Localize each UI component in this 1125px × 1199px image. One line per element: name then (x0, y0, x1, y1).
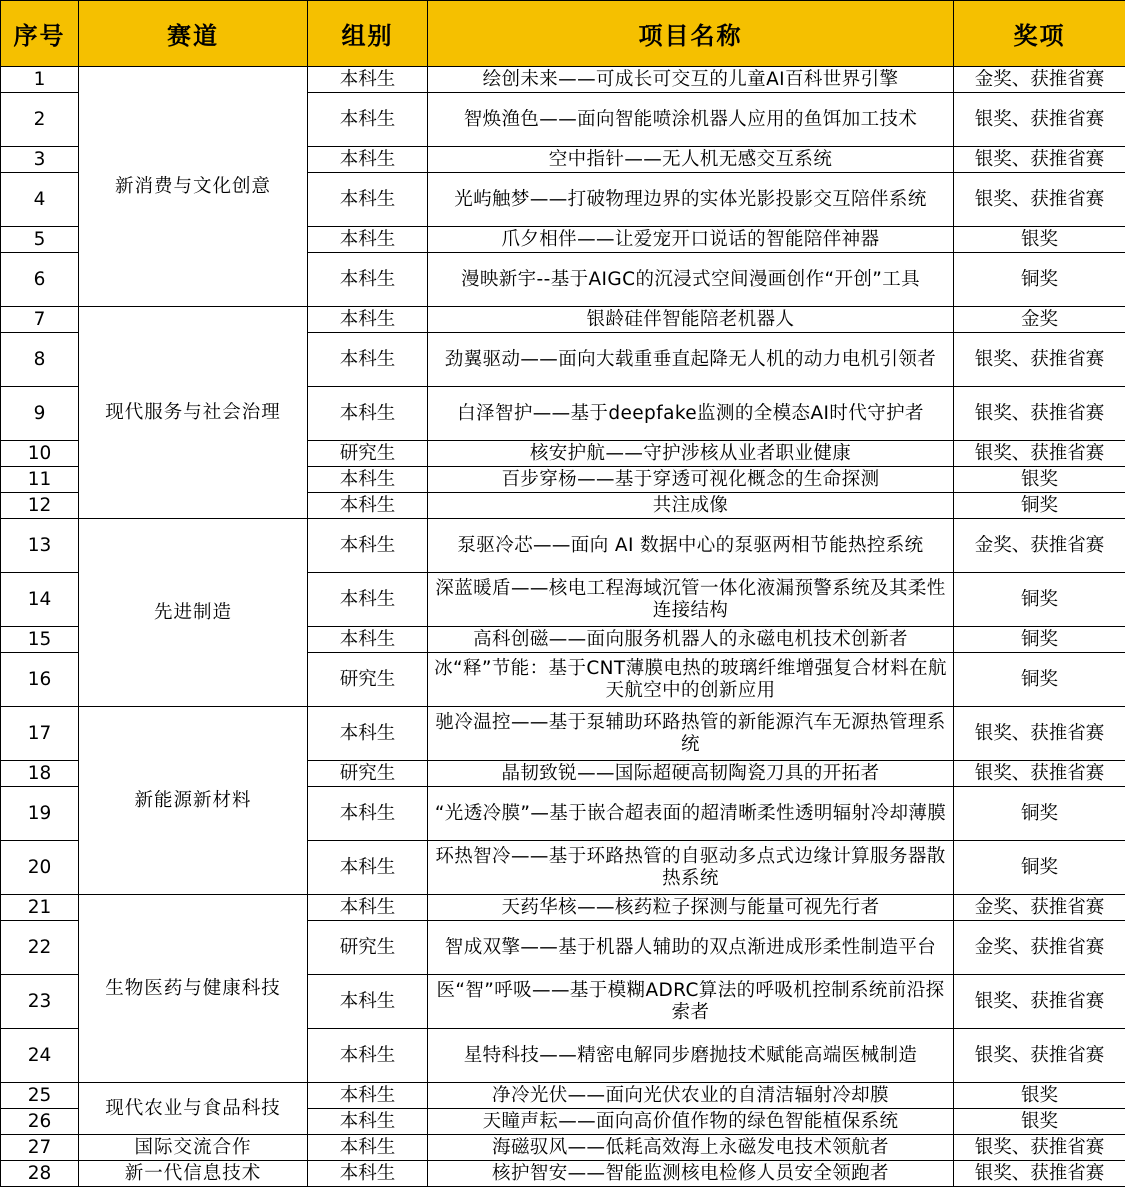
cell-index: 27 (1, 1135, 79, 1161)
cell-index: 2 (1, 93, 79, 147)
cell-award: 铜奖 (954, 627, 1125, 653)
cell-award: 金奖、获推省赛 (954, 921, 1125, 975)
cell-award: 银奖、获推省赛 (954, 173, 1125, 227)
cell-index: 5 (1, 227, 79, 253)
cell-award: 银奖、获推省赛 (954, 1029, 1125, 1083)
cell-index: 14 (1, 573, 79, 627)
cell-group: 本科生 (308, 707, 428, 761)
cell-project: 白泽智护——基于deepfake监测的全模态AI时代守护者 (428, 387, 954, 441)
cell-project: 天药华核——核药粒子探测与能量可视先行者 (428, 895, 954, 921)
cell-award: 银奖、获推省赛 (954, 93, 1125, 147)
cell-group: 本科生 (308, 627, 428, 653)
cell-award: 银奖 (954, 1109, 1125, 1135)
cell-project: 天瞳声耘——面向高价值作物的绿色智能植保系统 (428, 1109, 954, 1135)
table-header-row (1, 1, 1125, 67)
cell-group: 本科生 (308, 147, 428, 173)
cell-index: 11 (1, 467, 79, 493)
cell-project: 共注成像 (428, 493, 954, 519)
cell-group: 本科生 (308, 1083, 428, 1109)
cell-track: 新一代信息技术 (79, 1161, 308, 1187)
cell-project: 驰冷温控——基于泵辅助环路热管的新能源汽车无源热管理系统 (428, 707, 954, 761)
cell-project: 光屿触梦——打破物理边界的实体光影投影交互陪伴系统 (428, 173, 954, 227)
cell-index: 6 (1, 253, 79, 307)
cell-project: 深蓝暖盾——核电工程海域沉管一体化液漏预警系统及其柔性连接结构 (428, 573, 954, 627)
cell-award: 金奖 (954, 307, 1125, 333)
cell-index: 7 (1, 307, 79, 333)
cell-index: 3 (1, 147, 79, 173)
cell-project: 环热智冷——基于环路热管的自驱动多点式边缘计算服务器散热系统 (428, 841, 954, 895)
cell-award: 铜奖 (954, 841, 1125, 895)
table-row (1, 307, 1125, 333)
cell-project: 净冷光伏——面向光伏农业的自清洁辐射冷却膜 (428, 1083, 954, 1109)
cell-track: 国际交流合作 (79, 1135, 308, 1161)
cell-group: 本科生 (308, 173, 428, 227)
cell-group: 研究生 (308, 921, 428, 975)
cell-group: 本科生 (308, 787, 428, 841)
cell-group: 研究生 (308, 761, 428, 787)
cell-index: 28 (1, 1161, 79, 1187)
cell-index: 22 (1, 921, 79, 975)
cell-project: 劲翼驱动——面向大载重垂直起降无人机的动力电机引领者 (428, 333, 954, 387)
cell-track: 生物医药与健康科技 (79, 895, 308, 1083)
table-row (1, 1161, 1125, 1187)
cell-award: 铜奖 (954, 653, 1125, 707)
table-row (1, 895, 1125, 921)
cell-award: 铜奖 (954, 253, 1125, 307)
cell-award: 银奖、获推省赛 (954, 387, 1125, 441)
cell-award: 银奖、获推省赛 (954, 761, 1125, 787)
cell-project: 智焕渔色——面向智能喷涂机器人应用的鱼饵加工技术 (428, 93, 954, 147)
header-project-name: 项目名称 (428, 1, 954, 67)
cell-award: 银奖、获推省赛 (954, 1135, 1125, 1161)
cell-index: 25 (1, 1083, 79, 1109)
cell-track: 新消费与文化创意 (79, 67, 308, 307)
cell-group: 本科生 (308, 253, 428, 307)
cell-group: 本科生 (308, 467, 428, 493)
cell-project: 百步穿杨——基于穿透可视化概念的生命探测 (428, 467, 954, 493)
cell-project: 核护智安——智能监测核电检修人员安全领跑者 (428, 1161, 954, 1187)
cell-project: 医“智”呼吸——基于模糊ADRC算法的呼吸机控制系统前沿探索者 (428, 975, 954, 1029)
cell-project: 智成双擎——基于机器人辅助的双点渐进成形柔性制造平台 (428, 921, 954, 975)
cell-group: 本科生 (308, 387, 428, 441)
cell-index: 21 (1, 895, 79, 921)
cell-index: 15 (1, 627, 79, 653)
cell-award: 银奖、获推省赛 (954, 147, 1125, 173)
cell-award: 银奖 (954, 467, 1125, 493)
cell-group: 本科生 (308, 895, 428, 921)
cell-index: 1 (1, 67, 79, 93)
cell-index: 18 (1, 761, 79, 787)
cell-track: 新能源新材料 (79, 707, 308, 895)
cell-index: 24 (1, 1029, 79, 1083)
cell-index: 12 (1, 493, 79, 519)
cell-award: 银奖、获推省赛 (954, 1161, 1125, 1187)
cell-index: 10 (1, 441, 79, 467)
cell-index: 9 (1, 387, 79, 441)
cell-group: 本科生 (308, 841, 428, 895)
table-row (1, 1135, 1125, 1161)
cell-track: 现代农业与食品科技 (79, 1083, 308, 1135)
cell-group: 研究生 (308, 441, 428, 467)
cell-group: 本科生 (308, 333, 428, 387)
cell-index: 26 (1, 1109, 79, 1135)
cell-group: 本科生 (308, 975, 428, 1029)
cell-award: 银奖、获推省赛 (954, 441, 1125, 467)
cell-index: 8 (1, 333, 79, 387)
cell-award: 银奖 (954, 227, 1125, 253)
cell-project: 冰“释”节能：基于CNT薄膜电热的玻璃纤维增强复合材料在航天航空中的创新应用 (428, 653, 954, 707)
cell-award: 金奖、获推省赛 (954, 895, 1125, 921)
cell-award: 银奖 (954, 1083, 1125, 1109)
cell-award: 铜奖 (954, 573, 1125, 627)
table-row (1, 519, 1125, 573)
cell-project: 高科创磁——面向服务机器人的永磁电机技术创新者 (428, 627, 954, 653)
cell-group: 本科生 (308, 1135, 428, 1161)
cell-project: “光透冷膜”—基于嵌合超表面的超清晰柔性透明辐射冷却薄膜 (428, 787, 954, 841)
table-row (1, 1083, 1125, 1109)
cell-project: 空中指针——无人机无感交互系统 (428, 147, 954, 173)
cell-index: 19 (1, 787, 79, 841)
cell-project: 核安护航——守护涉核从业者职业健康 (428, 441, 954, 467)
cell-award: 金奖、获推省赛 (954, 67, 1125, 93)
cell-award: 银奖、获推省赛 (954, 707, 1125, 761)
cell-project: 晶韧致锐——国际超硬高韧陶瓷刀具的开拓者 (428, 761, 954, 787)
cell-award: 铜奖 (954, 787, 1125, 841)
cell-project: 绘创未来——可成长可交互的儿童AI百科世界引擎 (428, 67, 954, 93)
cell-project: 泵驱冷芯——面向 AI 数据中心的泵驱两相节能热控系统 (428, 519, 954, 573)
cell-group: 本科生 (308, 227, 428, 253)
cell-project: 海磁驭风——低耗高效海上永磁发电技术领航者 (428, 1135, 954, 1161)
cell-group: 本科生 (308, 93, 428, 147)
cell-award: 金奖、获推省赛 (954, 519, 1125, 573)
cell-group: 本科生 (308, 573, 428, 627)
cell-project: 漫映新宇--基于AIGC的沉浸式空间漫画创作“开创”工具 (428, 253, 954, 307)
table-row (1, 707, 1125, 761)
cell-group: 本科生 (308, 1029, 428, 1083)
header-award: 奖项 (954, 1, 1125, 67)
cell-index: 16 (1, 653, 79, 707)
cell-project: 星特科技——精密电解同步磨抛技术赋能高端医械制造 (428, 1029, 954, 1083)
cell-track: 现代服务与社会治理 (79, 307, 308, 519)
cell-award: 银奖、获推省赛 (954, 333, 1125, 387)
header-track: 赛道 (79, 1, 308, 67)
cell-index: 20 (1, 841, 79, 895)
cell-index: 13 (1, 519, 79, 573)
cell-group: 研究生 (308, 653, 428, 707)
cell-group: 本科生 (308, 67, 428, 93)
cell-award: 银奖、获推省赛 (954, 975, 1125, 1029)
cell-project: 爪夕相伴——让爱宠开口说话的智能陪伴神器 (428, 227, 954, 253)
cell-group: 本科生 (308, 493, 428, 519)
cell-index: 17 (1, 707, 79, 761)
cell-group: 本科生 (308, 1161, 428, 1187)
header-index: 序号 (1, 1, 79, 67)
cell-group: 本科生 (308, 1109, 428, 1135)
table-row (1, 67, 1125, 93)
cell-group: 本科生 (308, 519, 428, 573)
cell-project: 银龄硅伴智能陪老机器人 (428, 307, 954, 333)
cell-index: 23 (1, 975, 79, 1029)
cell-award: 铜奖 (954, 493, 1125, 519)
cell-group: 本科生 (308, 307, 428, 333)
cell-track: 先进制造 (79, 519, 308, 707)
header-group: 组别 (308, 1, 428, 67)
cell-index: 4 (1, 173, 79, 227)
